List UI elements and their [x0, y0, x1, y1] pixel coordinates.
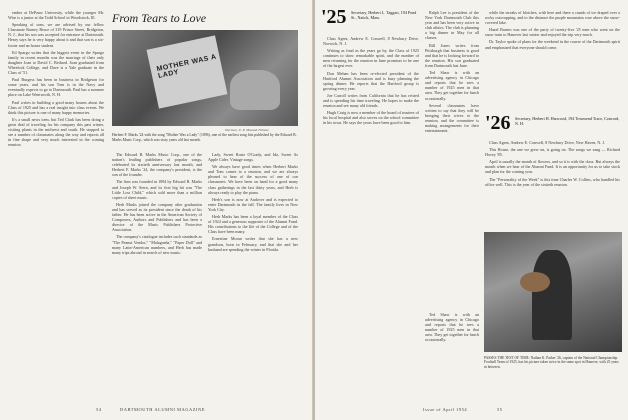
player-image	[532, 250, 572, 340]
left-col2-para: The company's catalogue includes such standards as "The Peanut Vendor," "Malagueña," "Paper Doll" and many Latin-American numbers, and Herb has made many trips abroad in search of new music.	[112, 234, 202, 255]
left-col2-para: The Edward B. Marks Music Corp., one of the nation's leading publishers of popular songs, celebrated its sixtieth anniversary last month, and Herbert F. Marks '24, the company's president, is the son of the founder.	[112, 152, 202, 178]
left-column-1	[8, 10, 104, 400]
left-col1-para: ember at DePauw University, while the younger Mr. Wise is a junior at the Todd School in Woodstock, Ill.	[8, 10, 104, 21]
photo-caption: Herbert F. Marks '24 with the song "Mother Was a Lady" (1896), one of the earliest song hits published by the Edward B. Marks Music Corp., which was sixty years old last month.	[112, 133, 297, 142]
right-colC2-para: This House, the one we grew on, is going on. The songs we sang — Richard Hovey '85.	[485, 147, 620, 158]
right-colC2-para: April is usually the month of flowers, and so it is with the class. But always the month when we hear of the Alumni Fund. It is an opportunity for us to take stock and plan for the coming year.	[485, 159, 620, 175]
left-col1-para: Paul writes in building a good many houses about the Class of 1925 and has a real insight into class events. We think this picture is one of many happy memories.	[8, 99, 104, 115]
left-col3-para: Herb Marks has been a loyal member of the Class of 1924 and a generous supporter of the Alumni Fund. His contributions to the life of the College and of the Class have been many.	[208, 214, 298, 235]
left-col3-para: Ernestine Moran writes that she has a new grandson, born in February, and that she and her husband are spending the winter in Florida.	[208, 236, 298, 252]
right-colC-para: Dr. Taylor spoke of plans for the weekend in the course of the Dartmouth spirit and emphasized that everyone should come.	[485, 39, 620, 50]
sheet-music-image	[147, 35, 228, 108]
left-col3-para: We always have good times when Herbert Marks and Tom comes to a reunion, and we are always pleased to hear of the success of one of our classmates. We have been on hand for a good many class gatherings in the last thirty years, and Herb is always ready to play the piano.	[208, 164, 298, 195]
right-colC2-para: The "Personality of the Week" is this time Charles W. Collins, who handled his office well. This is the year of the sixtieth reunion.	[485, 176, 620, 187]
person-image	[230, 70, 280, 110]
right-colB-para: Ralph Lee is president of the New York Dartmouth Club this year and has been very active in club affairs. The club is planning a big dinner in May for all classes.	[425, 10, 479, 41]
right-colA-para: Hugh Craig is now a member of the board of trustees of his local hospital and also serves on the school committee in his town. He says the years have been good to him.	[323, 110, 419, 126]
right-column-4	[485, 140, 620, 228]
left-col3-para: Herb's son is now at Andover and is expected to enter Dartmouth in the fall. The family lives in New York City.	[208, 196, 298, 212]
class-year-heading: '25	[321, 6, 347, 28]
right-colA-para: Class Agent, Andrew E. Conwell, 8 Newbury Drive, Norwich, N. J.	[323, 36, 419, 47]
left-column-2	[112, 152, 202, 402]
right-colA-para: Writing as fond as the years go by, the Class of 1925 continues to show remarkable spirit, and the number of men returning for the reunion in June promises to be one of the largest ever.	[323, 48, 419, 69]
right-column-2	[425, 10, 479, 310]
class-secretary-heading-2: Secretary, Herbert H. Harwood, 194 Townsend Trace, Concord, N. H.	[515, 116, 620, 126]
left-col1-para: It's a small news item, but Ted Clark has been doing a great deal of traveling for his company this past winter, visiting plants in the midwest and south. He stopped to see a number of classmates along the way and reports all in fine shape and very much interested in the coming reunion.	[8, 116, 104, 148]
left-page-number: 54	[96, 407, 102, 412]
right-colB-para: Ted Shaw is with an advertising agency in Chicago and reports that he sees a number of 1925 men in that area. They get together for lunch occasionally.	[425, 312, 479, 343]
right-colB-para: Bill Jones writes from Pittsburgh that business is good and that he is looking forward to the reunion. His son graduated from Dartmouth last June.	[425, 42, 479, 68]
right-column-2b	[425, 312, 479, 402]
football-image	[520, 272, 550, 292]
left-col1-para: Speaking of sons, we are advised by our fellow Classmate Barney Bruce of 319 Prince Street, Bridgeton, N. J., that his son was accepted for entrance at Dartmouth. Henry says he is very happy about it and that son is a six-footer and an honor student.	[8, 22, 104, 48]
class-secretary-heading: Secretary, Herbert L. Taggart, 194 Pond St., Natick, Mass.	[351, 10, 417, 20]
feature-title: From Tears to Love	[112, 11, 207, 25]
right-colC-para: Hazel Barnes was one of the party of twenty-five '25 men who went on the snow train to Hanover last winter and enjoyed the trip very much.	[485, 27, 620, 38]
right-footer-issue: Issue of April 1954	[423, 407, 468, 412]
left-page	[0, 0, 313, 420]
left-col2-para: Herb Marks joined the company after graduation and has served as its president since the death of his father. He has been active in the American Society of Composers, Authors and Publishers and has been a director of the Music Publishers Protective Association.	[112, 201, 202, 233]
right-colA-para: Don Mehan has been re-elected president of the Hartford Alumni Association and is busy planning the spring dinner. He reports that the Hartford group is growing every year.	[323, 70, 419, 91]
right-colB-para: Several classmates have written to say that they will be bringing their wives to the reunion, and the committee is making arrangements for their entertainment.	[425, 102, 479, 134]
football-photo	[484, 232, 622, 352]
right-column-1	[323, 36, 419, 402]
feature-photo	[112, 30, 298, 126]
sheet-music-title: MOTHER WAS A LADY	[156, 53, 217, 80]
left-footer-magazine: DARTMOUTH ALUMNI MAGAZINE	[120, 407, 205, 412]
football-photo-caption: PASSES THE TEST OF TIME: Nathan K. Parker '26, captain of the National Championship Football Team of 1925, has his picture taken twice in the same spot in Hanover, with 25 years in between.	[484, 356, 619, 369]
left-col1-para: Paul Burgess has been in business in Bridgeton for some years, and his son Tom is in the Navy and eventually expects to go to Dartmouth. Paul has a summer place on Lake Wentworth, N. H.	[8, 77, 104, 98]
right-column-3	[485, 10, 620, 110]
right-colB-para: Ted Shaw is with an advertising agency in Chicago and reports that he sees a number of 1925 men in that area. They get together for lunch occasionally.	[425, 70, 479, 101]
left-col2-para: The firm was founded in 1894 by Edward B. Marks and Joseph W. Stern, and its first big hit was "The Little Lost Child," which sold more than a million copies of sheet music.	[112, 179, 202, 200]
left-col1-para: Ed Spargo writes that the biggest event in the Spargo family in recent months was the marriage of their only daughter Joan to David C. Bethard. Joan graduated from Wheelock College, and Dave is a Yale graduate in the Class of '51.	[8, 49, 104, 76]
right-colA-para: Joe Carroll writes from California that he has retired and is spending his time traveling. He hopes to make the reunion and see many old friends.	[323, 92, 419, 109]
right-colC-para: while the streaks of blotches, with here and there a crumb of ice draped over a rocky outcropping, and to the distance the purple mountains rose above the snow-covered lake.	[485, 10, 620, 26]
left-col3-para: Lady, Sweet Rosie O'Grady, and Ida, Sweet As Apple Cider. Vintage songs.	[208, 152, 298, 163]
right-page-number: 55	[497, 407, 503, 412]
left-column-3	[208, 152, 298, 402]
right-colC2-para: Class Agent, Andrew E. Conwell, 8 Newbury Drive, New Haven, N. J.	[489, 140, 605, 145]
class-year-heading-2: '26	[485, 112, 511, 134]
photo-credit: Warman, U. P. Massad Tribune	[225, 128, 269, 132]
